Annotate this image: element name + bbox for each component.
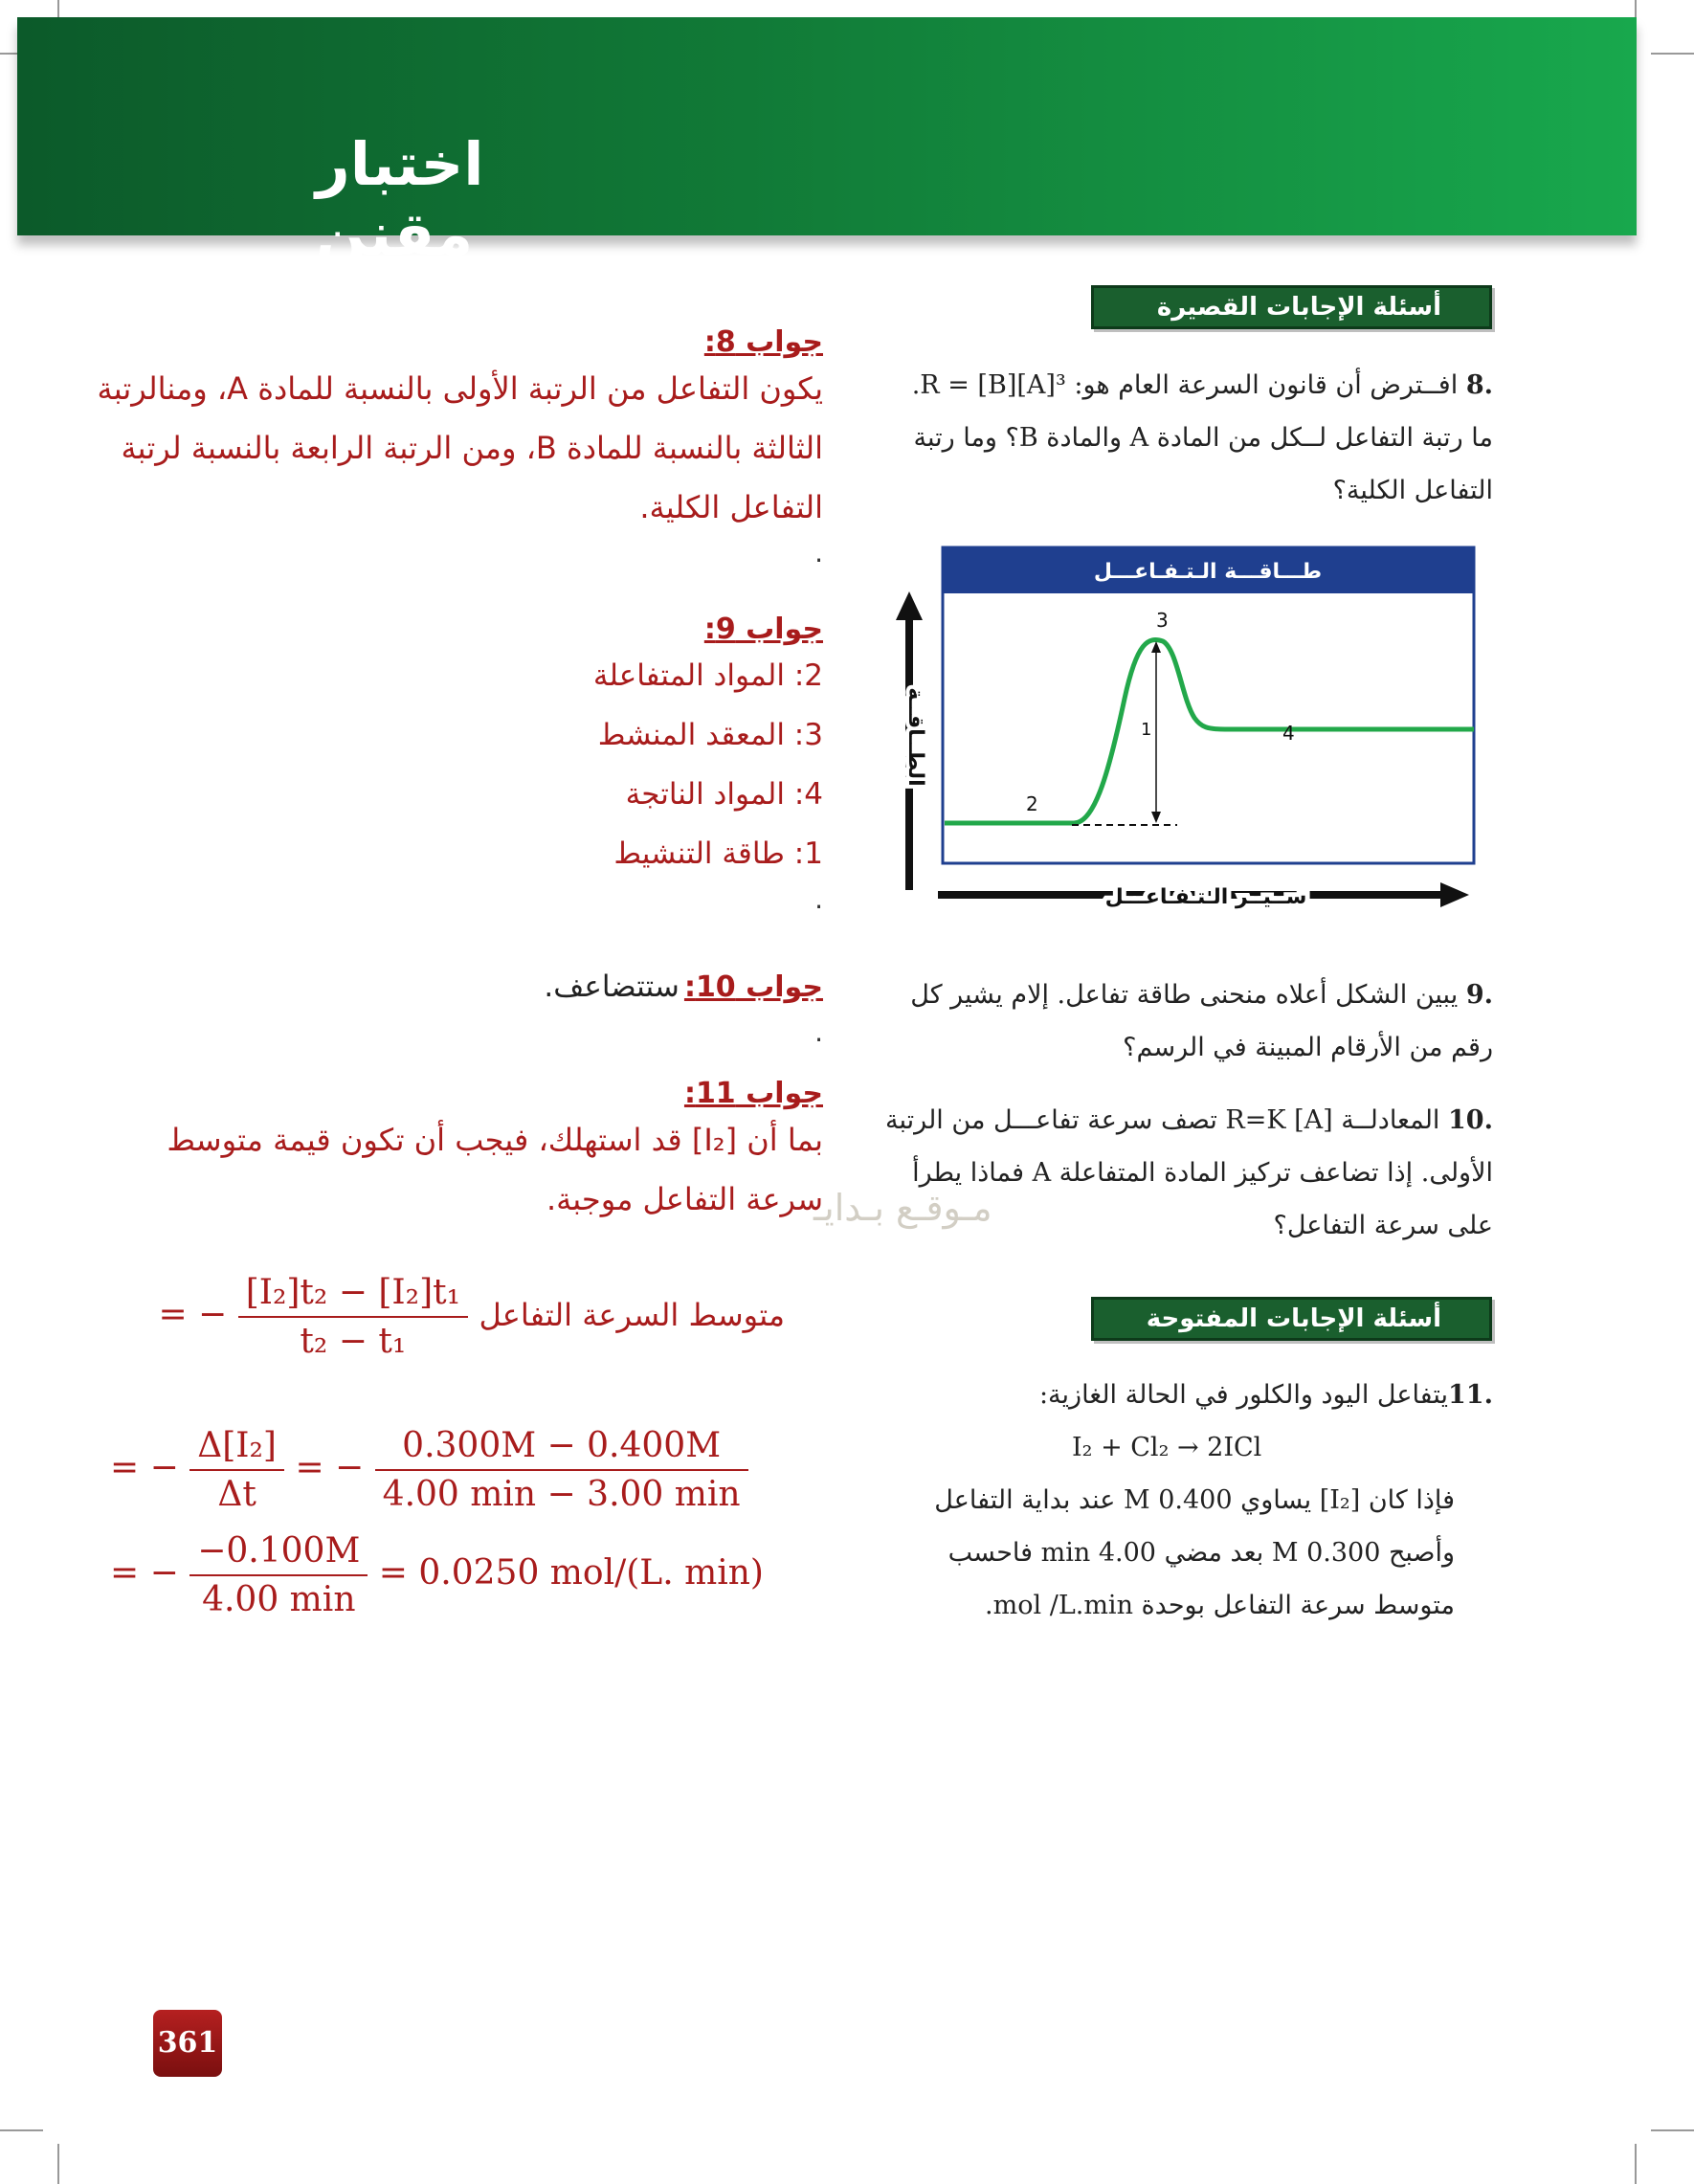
separator-dot: . [814, 1016, 823, 1048]
fraction-denominator: 4.00 min − 3.00 min [382, 1475, 741, 1514]
formula-line-1 [115, 1273, 785, 1361]
crop-mark [1651, 2129, 1694, 2131]
answer-text: ستتضاعف. [544, 969, 680, 1004]
diagram-title: طـــاقـــة الـتـفـاعـــل [1093, 560, 1323, 584]
answer-text: يكون التفاعل من الرتبة الأولى بالنسبة للمادة A، ومنالرتبة [97, 370, 823, 407]
answer-9 [38, 613, 823, 915]
answer-text: بما أن [I₂] قد استهلك، فيجب أن تكون قيمة متوسط [167, 1122, 823, 1158]
question-9 [861, 969, 1493, 1074]
formula-line-3 [110, 1531, 764, 1619]
header-banner [17, 17, 1637, 235]
y-axis-label: الطــاقــة [903, 687, 927, 787]
answer-text: سرعة التفاعل موجبة. [546, 1181, 823, 1217]
question-text: متوسط سرعة التفاعل بوحدة mol /L.min. [985, 1591, 1455, 1620]
diagram-frame [943, 547, 1474, 863]
formula-result: = 0.0250 mol/(L. min) [378, 1553, 764, 1593]
x-axis-arrowhead [1440, 882, 1469, 907]
separator-dot: . [814, 883, 823, 915]
question-text: ما رتبة التفاعل لــكل من المادة A والمادة B؟ وما رتبة [913, 423, 1493, 453]
watermark-text: مـوقـع بـدايـ [814, 1187, 992, 1229]
section-open-answers: أسئلة الإجابات المفتوحة [1091, 1297, 1492, 1341]
question-text: افــترض أن قانون السرعة العام هو: ³[A][B] = R. [911, 370, 1459, 400]
question-number: 8. [1465, 370, 1493, 400]
question-text: رقم من الأرقام المبينة في الرسم؟ [1123, 1033, 1493, 1062]
fraction-numerator: Δ[I₂] [189, 1426, 284, 1471]
fraction-average-rate [238, 1273, 468, 1361]
question-text: على سرعة التفاعل؟ [1273, 1211, 1493, 1240]
label-1: 1 [1141, 720, 1152, 740]
question-number: 11. [1448, 1380, 1493, 1410]
question-text: التفاعل الكلية؟ [1332, 476, 1493, 505]
crop-mark [0, 2129, 43, 2131]
label-2: 2 [1026, 792, 1038, 815]
separator-dot: . [814, 537, 823, 568]
energy-diagram [890, 546, 1503, 919]
answer-text: الثالثة بالنسبة للمادة B، ومن الرتبة الرابعة بالنسبة لرتبة [121, 430, 823, 466]
crop-mark [57, 2144, 59, 2184]
section-short-answers: أسئلة الإجابات القصيرة [1091, 285, 1492, 329]
equals-sign: = − [295, 1448, 365, 1487]
answer-item: 2: المواد المتفاعلة [592, 658, 823, 693]
formula-lhs: متوسط السرعة التفاعل [479, 1297, 785, 1333]
fraction-denominator: Δt [217, 1475, 256, 1514]
fraction-numerator: [I₂]t₂ − [I₂]t₁ [238, 1273, 468, 1318]
question-text: يبين الشكل أعلاه منحنى طاقة تفاعل. إلام يشير كل [910, 980, 1459, 1010]
answer-text: التفاعل الكلية. [639, 489, 823, 525]
equals-sign: = − [110, 1553, 179, 1593]
answer-heading: جواب 10: [683, 970, 823, 1004]
question-11 [861, 1369, 1493, 1632]
answer-8 [38, 325, 823, 568]
answer-heading: جواب 8: [703, 325, 823, 359]
answer-item: 4: المواد الناتجة [625, 777, 823, 812]
question-10 [861, 1094, 1493, 1252]
fraction-delta [189, 1426, 284, 1514]
answer-item: 3: المعقد المنشط [597, 718, 823, 752]
question-text: المعادلــة R=K [A] تصف سرعة تفاعـــل من الرتبة [885, 1105, 1440, 1135]
label-3: 3 [1156, 609, 1169, 632]
answer-heading: جواب 11: [683, 1077, 823, 1110]
question-number: 10. [1448, 1105, 1493, 1135]
question-number: 9. [1465, 980, 1493, 1010]
question-text: يتفاعل اليود والكلور في الحالة الغازية: [1038, 1380, 1449, 1410]
equals-sign: = − [158, 1295, 228, 1334]
fraction-denominator: 4.00 min [202, 1580, 356, 1619]
answer-item: 1: طاقة التنشيط [613, 836, 823, 871]
question-text: فإذا كان [I₂] يساوي 0.400 M عند بداية التفاعل [934, 1485, 1455, 1515]
question-8 [861, 359, 1493, 517]
question-text: الأولى. إذا تضاعف تركيز المادة المتفاعلة A فماذا يطرأ [912, 1158, 1493, 1188]
fraction-result [189, 1531, 368, 1619]
fraction-denominator: t₂ − t₁ [300, 1322, 407, 1361]
formula-line-2 [110, 1426, 748, 1514]
answer-10 [38, 957, 823, 1048]
crop-mark [1651, 53, 1694, 55]
fraction-numerator: −0.100M [189, 1531, 368, 1576]
page-number: 361 [153, 2010, 222, 2077]
x-axis-label: ســيــر الـتـفـاعـــل [1104, 885, 1307, 909]
fraction-numerator: 0.300M − 0.400M [375, 1426, 748, 1471]
label-4: 4 [1282, 722, 1295, 745]
fraction-values [375, 1426, 748, 1514]
question-text: وأصبح 0.300 M بعد مضي 4.00 min فاحسب [947, 1538, 1455, 1568]
equals-sign: = − [110, 1448, 179, 1487]
page-title: اختبار مقنن [316, 129, 484, 269]
answer-11 [38, 1077, 823, 1229]
crop-mark [1635, 2144, 1637, 2184]
answer-heading: جواب 9: [703, 613, 823, 646]
y-axis-arrowhead [896, 591, 923, 620]
chemical-equation: I₂ + Cl₂ → 2ICl [1072, 1433, 1262, 1462]
